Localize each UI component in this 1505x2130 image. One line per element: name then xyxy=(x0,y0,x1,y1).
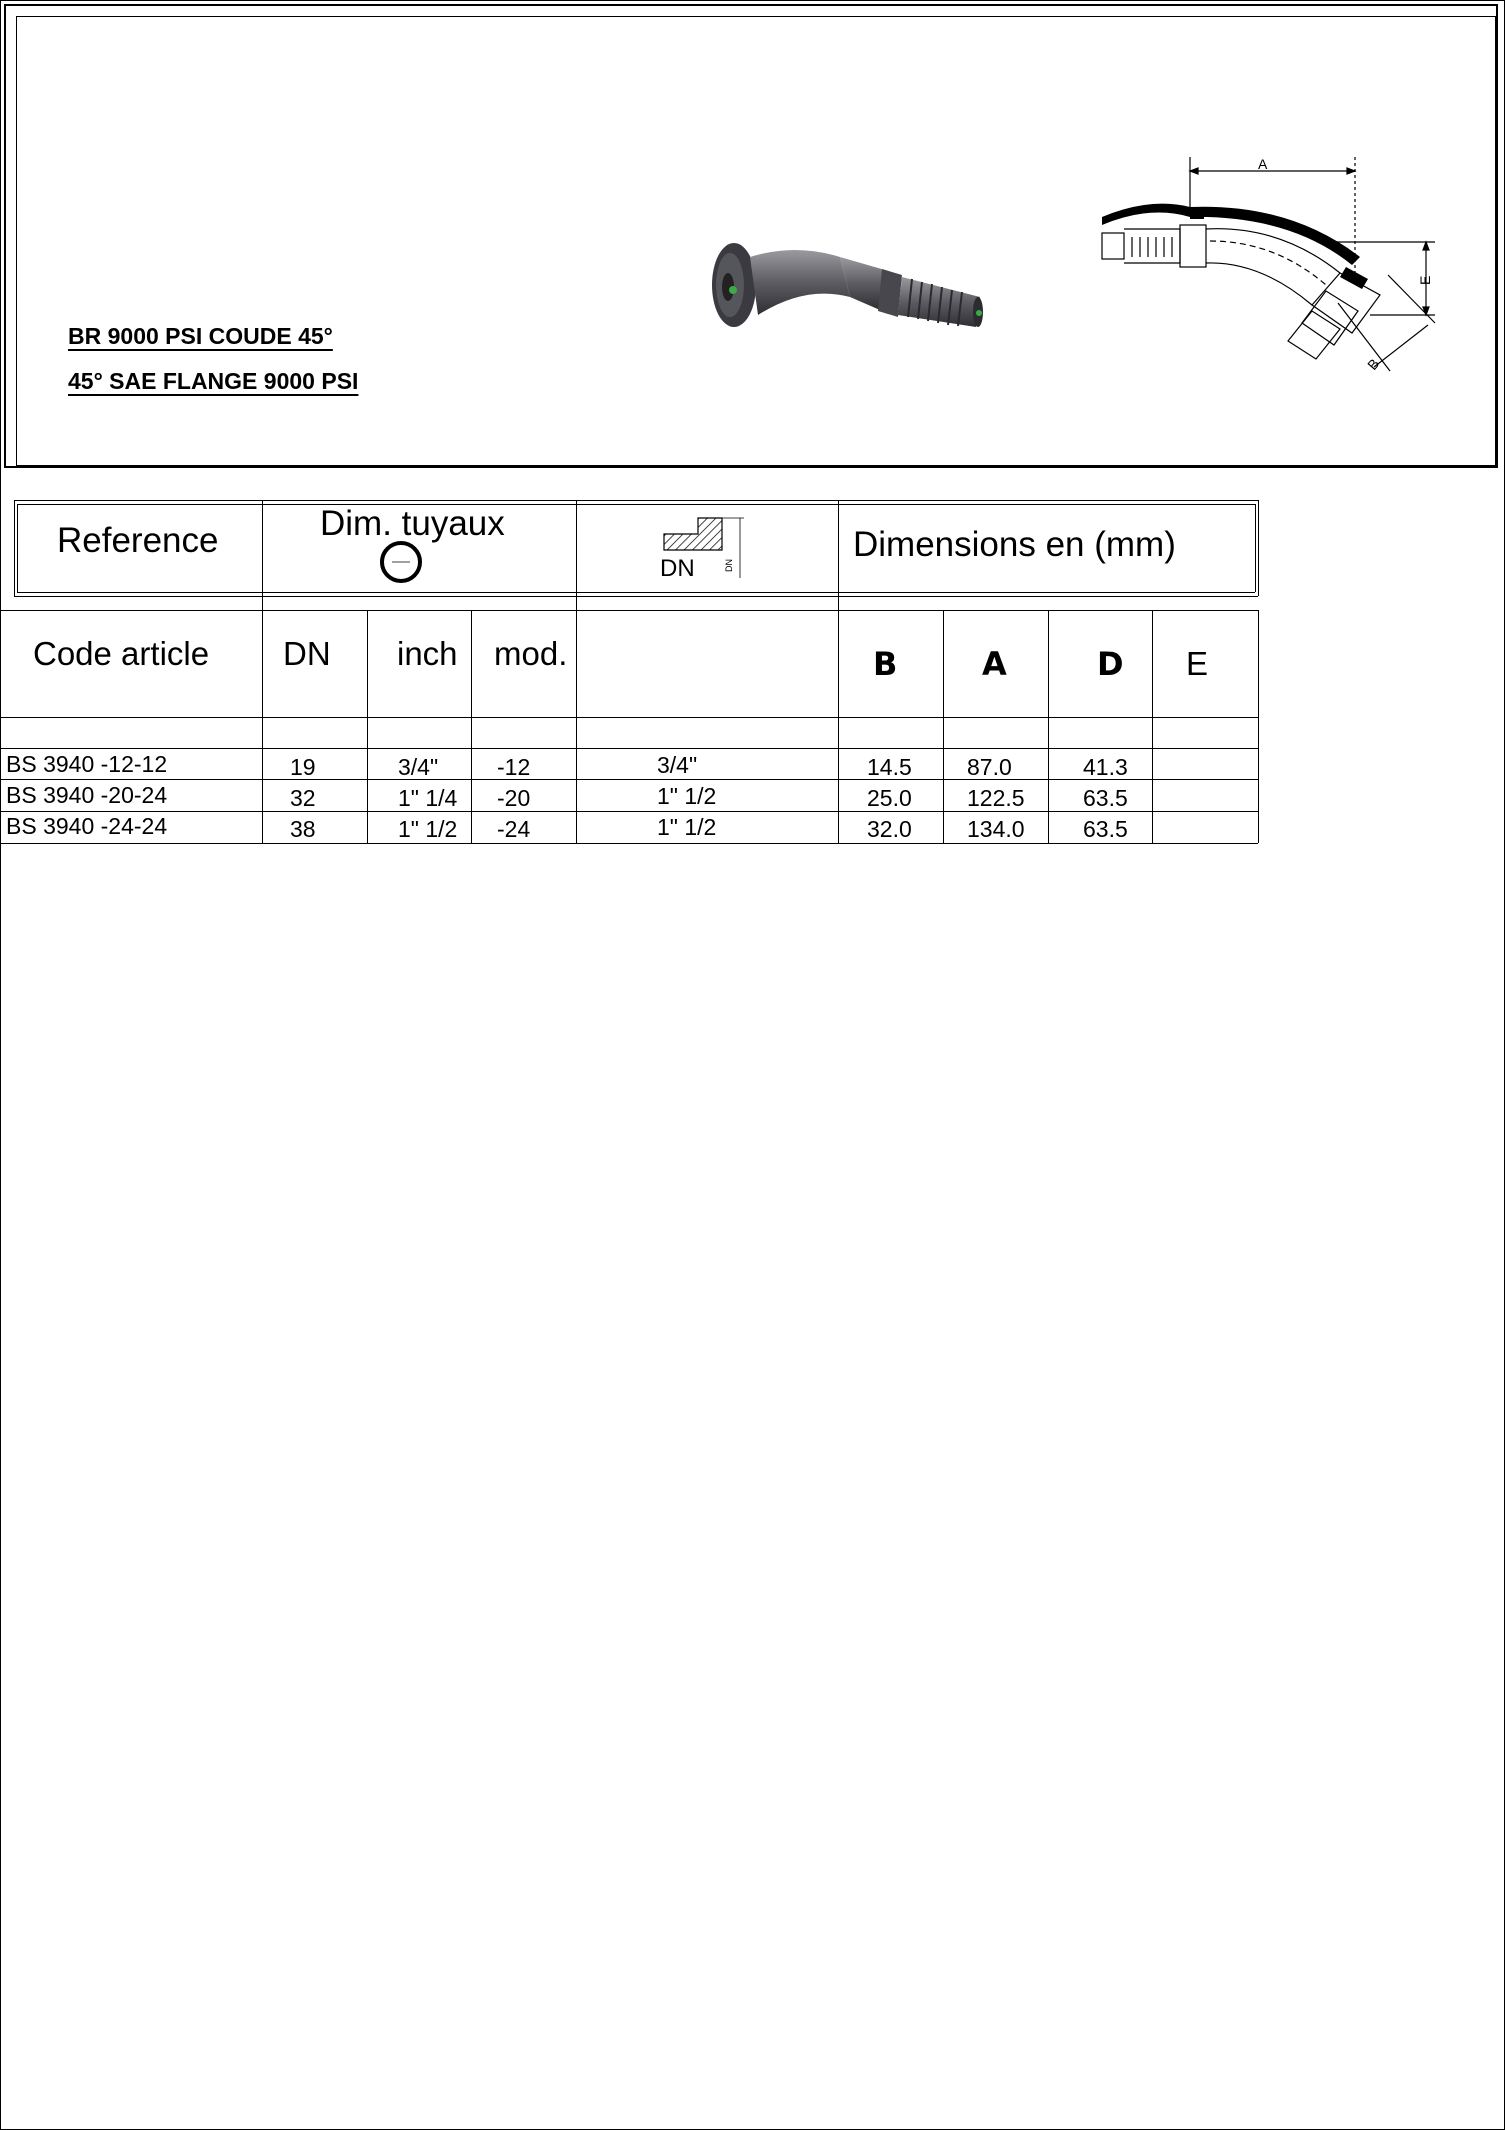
table-rule xyxy=(1152,610,1153,843)
table-rule xyxy=(1258,500,1259,596)
cell-dn: 19 xyxy=(290,754,316,780)
table-rule xyxy=(0,748,1258,749)
col-header-e: E xyxy=(1186,645,1209,682)
cell-flange: 1" 1/2 xyxy=(657,783,717,809)
cell-code: BS 3940 -12-12 xyxy=(6,751,168,777)
product-title-en: 45° SAE FLANGE 9000 PSI xyxy=(68,368,359,394)
product-title-fr: BR 9000 PSI COUDE 45° xyxy=(68,323,333,349)
cell-inch: 3/4" xyxy=(398,754,439,780)
table-rule xyxy=(0,843,1258,844)
header-reference: Reference xyxy=(57,521,219,560)
col-header-a: A xyxy=(982,645,1007,683)
table-rule xyxy=(14,596,1258,597)
table-rule xyxy=(1255,504,1256,592)
dn-icon-label: DN xyxy=(660,555,695,582)
table-rule xyxy=(14,500,15,596)
header-dim-tuyaux: Dim. tuyaux xyxy=(320,504,505,543)
cell-d: 63.5 xyxy=(1083,785,1128,811)
table-rule xyxy=(471,610,472,843)
table-rule xyxy=(14,500,1258,501)
cell-inch: 1" 1/2 xyxy=(398,816,458,842)
cell-code: BS 3940 -24-24 xyxy=(6,813,168,839)
col-header-mod: mod. xyxy=(494,635,568,672)
cell-a: 122.5 xyxy=(967,785,1025,811)
header-dimensions: Dimensions en (mm) xyxy=(853,525,1176,564)
flange-dn-icon xyxy=(660,514,750,584)
pipe-circle-icon xyxy=(378,539,424,585)
cell-mod: -24 xyxy=(497,816,531,842)
table-rule xyxy=(1258,610,1259,843)
dn-icon-small-label: DN xyxy=(724,559,734,572)
cell-a: 134.0 xyxy=(967,816,1025,842)
table-rule xyxy=(576,500,577,843)
cell-b: 14.5 xyxy=(867,754,912,780)
table-rule xyxy=(838,500,839,843)
cell-d: 41.3 xyxy=(1083,754,1128,780)
table-rule xyxy=(17,504,18,592)
dim-label-a: A xyxy=(1258,156,1268,172)
table-rule xyxy=(0,811,1258,812)
table-rule xyxy=(0,779,1258,780)
table-rule xyxy=(1048,610,1049,843)
table-rule xyxy=(17,504,1255,505)
table-rule xyxy=(367,610,368,843)
col-header-dn: DN xyxy=(283,635,331,672)
col-header-b: B xyxy=(873,645,898,683)
cell-d: 63.5 xyxy=(1083,816,1128,842)
col-header-inch: inch xyxy=(397,635,458,672)
dim-label-b: B xyxy=(1364,355,1383,373)
cell-inch: 1" 1/4 xyxy=(398,785,458,811)
table-rule xyxy=(943,610,944,843)
fitting-photo xyxy=(700,235,1000,350)
cell-dn: 32 xyxy=(290,785,316,811)
cell-code: BS 3940 -20-24 xyxy=(6,782,168,808)
technical-drawing xyxy=(1090,145,1450,385)
dim-label-e: E xyxy=(1417,275,1433,285)
cell-flange: 1" 1/2 xyxy=(657,814,717,840)
cell-b: 32.0 xyxy=(867,816,912,842)
cell-dn: 38 xyxy=(290,816,316,842)
col-header-code-article: Code article xyxy=(33,635,210,672)
col-header-d: D xyxy=(1097,645,1124,683)
cell-flange: 3/4" xyxy=(657,752,698,778)
cell-mod: -12 xyxy=(497,754,531,780)
cell-mod: -20 xyxy=(497,785,531,811)
table-rule xyxy=(17,592,1255,593)
cell-b: 25.0 xyxy=(867,785,912,811)
table-rule xyxy=(0,610,1258,611)
table-rule xyxy=(262,500,263,843)
cell-a: 87.0 xyxy=(967,754,1012,780)
table-rule xyxy=(0,717,1258,718)
